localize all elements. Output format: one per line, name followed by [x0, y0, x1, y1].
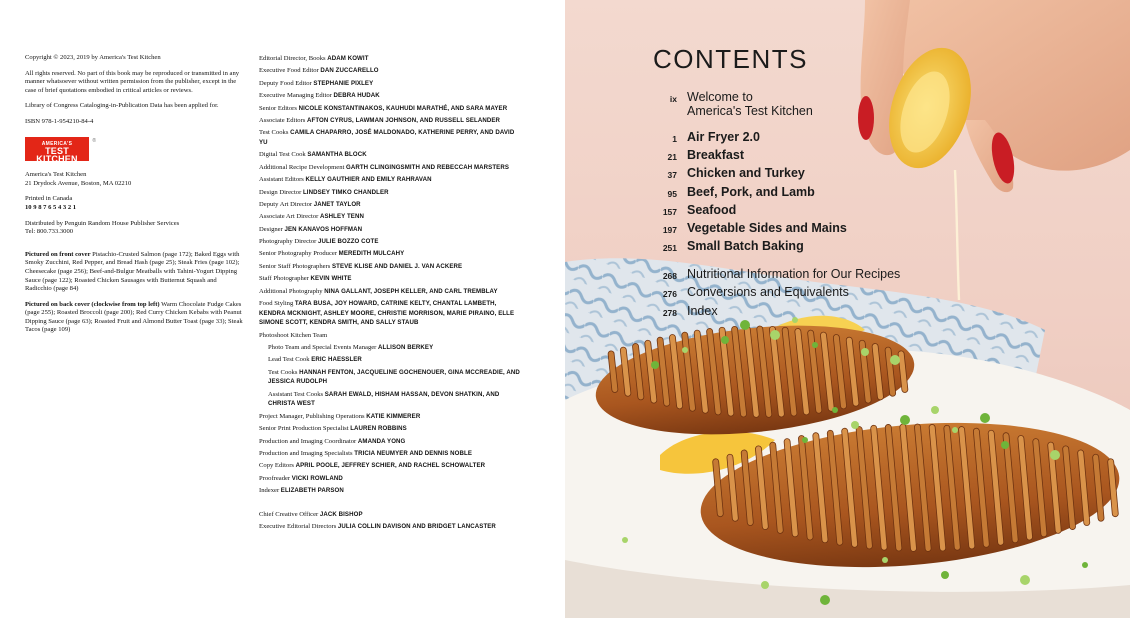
credit-names: AMANDA YONG [357, 437, 406, 445]
toc-title: Seafood [687, 203, 737, 217]
cip-statement: Library of Congress Cataloging-in-Publication Data has been applied for. [25, 102, 219, 110]
copyright-column [25, 54, 245, 342]
credit-role: Proofreader [259, 474, 291, 482]
toc-entry[interactable] [565, 239, 895, 255]
front-cover-label: Pictured on front cover [25, 250, 91, 258]
credit-row [259, 522, 524, 532]
toc-page-number: 276 [662, 289, 677, 299]
back-cover-label: Pictured on back cover (clockwise from top left) [25, 300, 160, 308]
scallion-piece [1020, 575, 1030, 585]
credit-row [259, 437, 524, 447]
credit-role: Senior Staff Photographers [259, 262, 331, 270]
credit-names: ASHLEY TENN [319, 213, 364, 221]
scallion-piece [651, 361, 659, 369]
credit-row [259, 424, 524, 434]
credit-role: Staff Photographer [259, 275, 309, 283]
toc-title: Small Batch Baking [687, 239, 804, 253]
credit-row [259, 225, 524, 235]
publisher-address: America's Test Kitchen 21 Drydock Avenue, Boston, MA 02210 [25, 171, 132, 187]
scallion-piece [1001, 441, 1009, 449]
scallion-piece [832, 407, 838, 413]
credit-row [259, 128, 524, 147]
toc-title: Beef, Pork, and Lamb [687, 185, 815, 199]
toc-entry[interactable] [565, 90, 895, 118]
toc-title: Vegetable Sides and Mains [687, 221, 847, 235]
credit-row [259, 331, 524, 341]
scallion-piece [941, 571, 949, 579]
credit-names: ALLISON BERKEY [378, 343, 434, 351]
credit-names: ADAM KOWIT [327, 55, 369, 62]
toc-title-line2: America's Test Kitchen [687, 104, 813, 118]
toc-title: Welcome to [687, 90, 753, 104]
credit-names: LAUREN ROBBINS [350, 425, 407, 433]
toc-entry[interactable] [565, 203, 895, 219]
credit-names: HANNAH FENTON, JACQUELINE GOCHENOUER, GINA MCCREADIE, AND JESSICA RUDOLPH [268, 368, 520, 386]
scallion-piece [931, 406, 939, 414]
table-of-contents [565, 0, 1130, 340]
credit-names: JEN KANAVOS HOFFMAN [284, 225, 363, 233]
scallion-piece [622, 537, 628, 543]
credit-row [259, 287, 524, 297]
print-line: 10 9 8 7 6 5 4 3 2 1 [25, 203, 77, 211]
credit-role: Senior Editors [259, 104, 297, 112]
credit-role: Designer [259, 225, 283, 233]
credit-names: VICKI ROWLAND [291, 474, 343, 482]
credit-role: Test Cooks [259, 129, 289, 137]
credit-role: Copy Editors [259, 462, 294, 470]
credit-names: KEVIN WHITE [310, 275, 352, 283]
credit-names: TARA BUSA, JOY HOWARD, CATRINE KELTY, CHANTAL LAMBETH, KENDRA MCKNIGHT, ASHLEY MOORE, CHRISTIE MORRISON, MARIE PIRAINO, ELLE SIMONE SCOTT, KENDRA SMITH, AND SALLY STAUB [259, 300, 515, 327]
scallion-piece [882, 557, 888, 563]
toc-page-number: 251 [662, 243, 677, 253]
credit-row [259, 188, 524, 198]
credit-role: Associate Art Director [259, 213, 319, 221]
credit-row [259, 474, 524, 484]
credit-names: NICOLE KONSTANTINAKOS, KAUHUDI MARATHÉ, AND SARA MAYER [298, 104, 508, 112]
credit-names: APRIL POOLE, JEFFREY SCHIER, AND RACHEL SCHOWALTER [295, 462, 486, 470]
toc-title: Nutritional Information for Our Recipes [687, 267, 901, 281]
credit-row [259, 54, 524, 64]
credit-row [259, 150, 524, 160]
credit-role: Chief Creative Officer [259, 510, 319, 518]
isbn: ISBN 978-1-954210-84-4 [25, 117, 94, 125]
credit-row [259, 461, 524, 471]
credit-row [268, 355, 524, 365]
credit-names: JACK BISHOP [319, 510, 363, 518]
scallion-piece [980, 413, 990, 423]
credit-role: Assistant Editors [259, 176, 304, 184]
credit-row [259, 274, 524, 284]
copyright-line: Copyright © 2023, 2019 by America's Test Kitchen [25, 54, 161, 61]
credit-role: Lead Test Cook [268, 356, 310, 364]
credit-names: JANET TAYLOR [313, 200, 361, 208]
credit-row [259, 237, 524, 247]
credit-names: DEBRA HUDAK [333, 92, 380, 100]
toc-entry[interactable] [565, 285, 895, 301]
scallion-piece [802, 437, 808, 443]
credit-row [259, 79, 524, 89]
toc-page-number: 37 [667, 170, 677, 180]
credit-names: GARTH CLINGINGSMITH AND REBECCAH MARSTERS [346, 163, 509, 171]
printed-in: Printed in Canada [25, 195, 73, 203]
toc-page-number: 95 [667, 189, 677, 199]
scallion-piece [682, 347, 688, 353]
credit-names: TRICIA NEUMYER AND DENNIS NOBLE [354, 449, 473, 457]
credit-names: SAMANTHA BLOCK [307, 151, 367, 159]
toc-page-number: 278 [662, 308, 677, 318]
credit-row [259, 262, 524, 272]
credit-role: Digital Test Cook [259, 151, 306, 159]
toc-title: Index [687, 304, 718, 318]
credit-role: Production and Imaging Coordinator [259, 437, 357, 445]
credit-names: LINDSEY TIMKO CHANDLER [302, 188, 389, 196]
credit-names: MEREDITH MULCAHY [338, 250, 405, 258]
credit-role: Test Cooks [268, 368, 298, 376]
credit-row [259, 510, 524, 520]
scallion-piece [861, 348, 869, 356]
scallion-piece [900, 415, 910, 425]
credit-role: Project Manager, Publishing Operations [259, 412, 365, 420]
credit-names: STEVE KLISE AND DANIEL J. VAN ACKERE [331, 262, 463, 270]
credit-names: AFTON CYRUS, LAWMAN JOHNSON, AND RUSSELL SELANDER [307, 116, 501, 124]
credit-row [259, 212, 524, 222]
credit-row [259, 66, 524, 76]
credit-names: DAN ZUCCARELLO [320, 67, 379, 75]
credit-role: Editorial Director, Books [259, 55, 326, 62]
toc-title: Air Fryer 2.0 [687, 130, 760, 144]
credit-row [259, 91, 524, 101]
scallion-piece [890, 355, 900, 365]
rights-statement: All rights reserved. No part of this book may be reproduced or transmitted in any manner whatsoever without written permission from the publisher, except in the case of brief quotations embodied in critical articles or reviews. [25, 69, 240, 94]
credit-row [259, 249, 524, 259]
scallion-piece [761, 581, 769, 589]
toc-page-number: 1 [672, 134, 677, 144]
credit-role: Senior Photography Producer [259, 250, 338, 258]
credit-role: Deputy Food Editor [259, 79, 312, 87]
toc-entry[interactable] [565, 221, 895, 237]
toc-entry[interactable] [565, 185, 895, 201]
toc-page-number: ix [669, 94, 677, 104]
credit-row [259, 486, 524, 496]
credit-row [259, 163, 524, 173]
credit-role: Associate Editors [259, 116, 306, 124]
print-info [25, 195, 245, 212]
toc-title: Breakfast [687, 148, 744, 162]
credit-role: Senior Print Production Specialist [259, 425, 349, 433]
credit-role: Additional Recipe Development [259, 163, 345, 171]
credit-row [259, 449, 524, 459]
credit-row [259, 412, 524, 422]
staff-credits [259, 54, 524, 534]
toc-page-number: 268 [662, 271, 677, 281]
toc-page-number: 157 [662, 207, 677, 217]
scallion-piece [812, 342, 818, 348]
credit-names: NINA GALLANT, JOSEPH KELLER, AND CARL TREMBLAY [324, 287, 498, 295]
credit-row [259, 116, 524, 126]
credit-names: ELIZABETH PARSON [280, 487, 344, 495]
credit-role: Photo Team and Special Events Manager [268, 343, 377, 351]
toc-entry[interactable] [565, 267, 901, 283]
logo-top-text: AMERICA'S [41, 140, 73, 147]
toc-page-number: 21 [667, 152, 677, 162]
credit-row [268, 343, 524, 353]
distributor: Distributed by Penguin Random House Publisher Services Tel: 800.733.3000 [25, 219, 180, 236]
scallion-piece [820, 595, 830, 605]
credit-names: JULIA COLLIN DAVISON AND BRIDGET LANCASTER [337, 523, 496, 531]
toc-entry[interactable] [565, 304, 895, 320]
contents-title: CONTENTS [653, 44, 808, 74]
scallion-piece [1050, 450, 1060, 460]
credit-role: Executive Managing Editor [259, 92, 332, 100]
credit-role: Photography Director [259, 238, 317, 246]
scallion-piece [851, 421, 859, 429]
back-cover-note [25, 301, 245, 335]
credit-role: Additional Photography [259, 287, 323, 295]
credit-role: Executive Editorial Directors [259, 523, 337, 531]
credit-names: KATIE KIMMERER [366, 412, 421, 420]
credit-role: Production and Imaging Specialists [259, 449, 353, 457]
front-cover-note [25, 251, 245, 294]
scallion-piece [1082, 562, 1088, 568]
credit-role: Design Director [259, 188, 302, 196]
atk-logo [25, 137, 96, 165]
toc-title: Chicken and Turkey [687, 166, 805, 180]
credit-names: SARAH EWALD, HISHAM HASSAN, DEVON SHATKIN, AND CHRISTA WEST [268, 390, 500, 408]
toc-page-number: 197 [662, 225, 677, 235]
credit-row [259, 200, 524, 210]
credit-row [259, 175, 524, 185]
scallion-piece [952, 427, 958, 433]
logo-main-text: TEST KITCHEN [36, 145, 78, 165]
credit-row [268, 368, 524, 387]
credit-names: STEPHANIE PIXLEY [313, 79, 374, 87]
back-cover-text: Warm Chocolate Fudge Cakes (page 255); Roasted Broccoli (page 200); Red Curry Chicken Kebabs with Peanut Dipping Sauce (page 63); Roasted Fruit and Almond Butter Toast (page 33); Steak Tacos (page 109) [25, 300, 243, 334]
credit-names: ERIC HAESSLER [311, 356, 362, 364]
credit-row [259, 299, 524, 328]
credit-role: Photoshoot Kitchen Team [259, 331, 328, 339]
toc-title: Conversions and Equivalents [687, 285, 849, 299]
credit-names: CAMILA CHAPARRO, JOSÉ MALDONADO, KATHERINE PERRY, AND DAVID YU [259, 129, 515, 146]
credit-role: Assistant Test Cooks [268, 390, 324, 398]
credit-row [259, 104, 524, 114]
credit-role: Executive Food Editor [259, 67, 319, 75]
credit-names: JULIE BOZZO COTE [317, 238, 379, 246]
credit-names: KELLY GAUTHIER AND EMILY RAHRAVAN [305, 176, 432, 184]
registered-mark: ® [92, 137, 96, 144]
credit-row [268, 390, 524, 409]
credit-role: Deputy Art Director [259, 200, 313, 208]
credit-role: Food Styling [259, 300, 294, 308]
toc-entry[interactable] [565, 130, 895, 146]
toc-entry[interactable] [565, 148, 895, 164]
toc-entry[interactable] [565, 166, 895, 182]
credit-role: Indexer [259, 487, 280, 495]
front-cover-text: Pistachio-Crusted Salmon (page 172); Baked Eggs with Smoky Zucchini, Red Pepper, and Bread Hash (page 25); Steak Fries (page 102); Cheesecake (page 256); Beef-and-Bulgur Meatballs with Tahini-Yogurt Dipping Sauce (page 122); Roasted Chicken Sausages with Butternut Squash and Radicchio (page 84) [25, 250, 240, 293]
